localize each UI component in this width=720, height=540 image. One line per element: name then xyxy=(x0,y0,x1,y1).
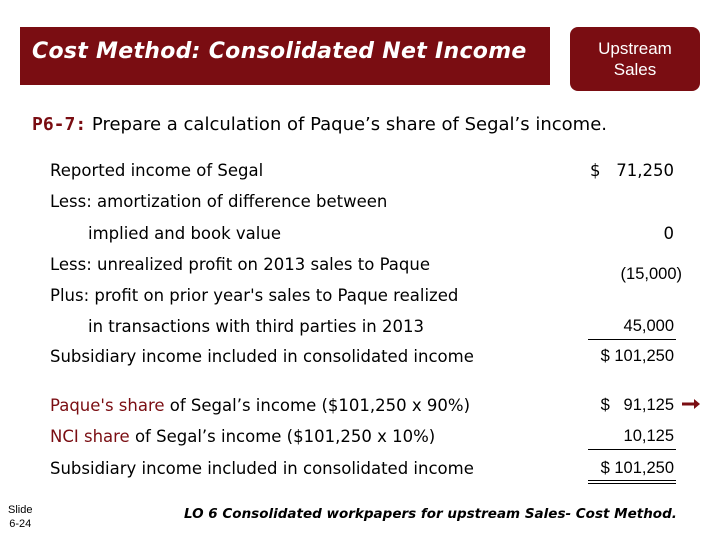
total-subsidiary-income-amount: $ 101,250 xyxy=(600,459,674,477)
paque-share-rest: of Segal’s income ($101,250 x 90%) xyxy=(164,396,471,415)
problem-id: P6-7: xyxy=(32,114,87,135)
paque-share-prefix: Paque's share xyxy=(50,396,165,415)
unrealized-profit-amount: (15,000) xyxy=(620,265,682,283)
badge-line-1: Upstream xyxy=(598,39,672,58)
paque-share-amount: $ 91,125 xyxy=(600,396,674,414)
total-subsidiary-income-label: Subsidiary income included in consolidated income xyxy=(50,459,474,478)
nci-share-prefix: NCI share xyxy=(50,427,130,446)
nci-share-label xyxy=(50,427,435,446)
arrow-right-icon xyxy=(682,397,700,411)
reported-income-amount: $ 71,250 xyxy=(590,161,674,180)
badge-line-2: Sales xyxy=(613,60,657,79)
reported-income-label: Reported income of Segal xyxy=(50,161,264,180)
subsidiary-income-amount: $ 101,250 xyxy=(600,347,674,365)
unrealized-profit-label: Less: unrealized profit on 2013 sales to Paque xyxy=(50,255,430,274)
nci-share-rest: of Segal’s income ($101,250 x 10%) xyxy=(129,427,436,446)
total-rule-bottom xyxy=(588,483,676,484)
slide-label: Slide xyxy=(8,504,33,516)
nci-share-amount: 10,125 xyxy=(623,427,674,445)
problem-statement xyxy=(32,114,607,135)
paque-share-label xyxy=(50,396,470,415)
amortization-amount: 0 xyxy=(663,224,674,243)
realized-profit-label-line2: in transactions with third parties in 2013 xyxy=(88,317,425,336)
learning-objective-footer: LO 6 Consolidated workpapers for upstream Sales- Cost Method. xyxy=(184,506,677,522)
amortization-label-line1: Less: amortization of difference between xyxy=(50,192,388,211)
subtotal-rule xyxy=(588,339,676,340)
total-rule-top xyxy=(588,480,676,481)
split-rule xyxy=(588,449,676,450)
problem-text: Prepare a calculation of Paque’s share of Segal’s income. xyxy=(86,114,607,135)
amortization-label-line2: implied and book value xyxy=(88,224,281,243)
realized-profit-label-line1: Plus: profit on prior year's sales to Paque realized xyxy=(50,286,459,305)
topic-badge xyxy=(570,27,700,91)
slide-number xyxy=(8,503,32,531)
realized-profit-amount: 45,000 xyxy=(623,317,674,335)
slide-title: Cost Method: Consolidated Net Income xyxy=(32,39,527,64)
subsidiary-income-label: Subsidiary income included in consolidated income xyxy=(50,347,474,366)
slide-number-value: 6-24 xyxy=(9,518,32,530)
